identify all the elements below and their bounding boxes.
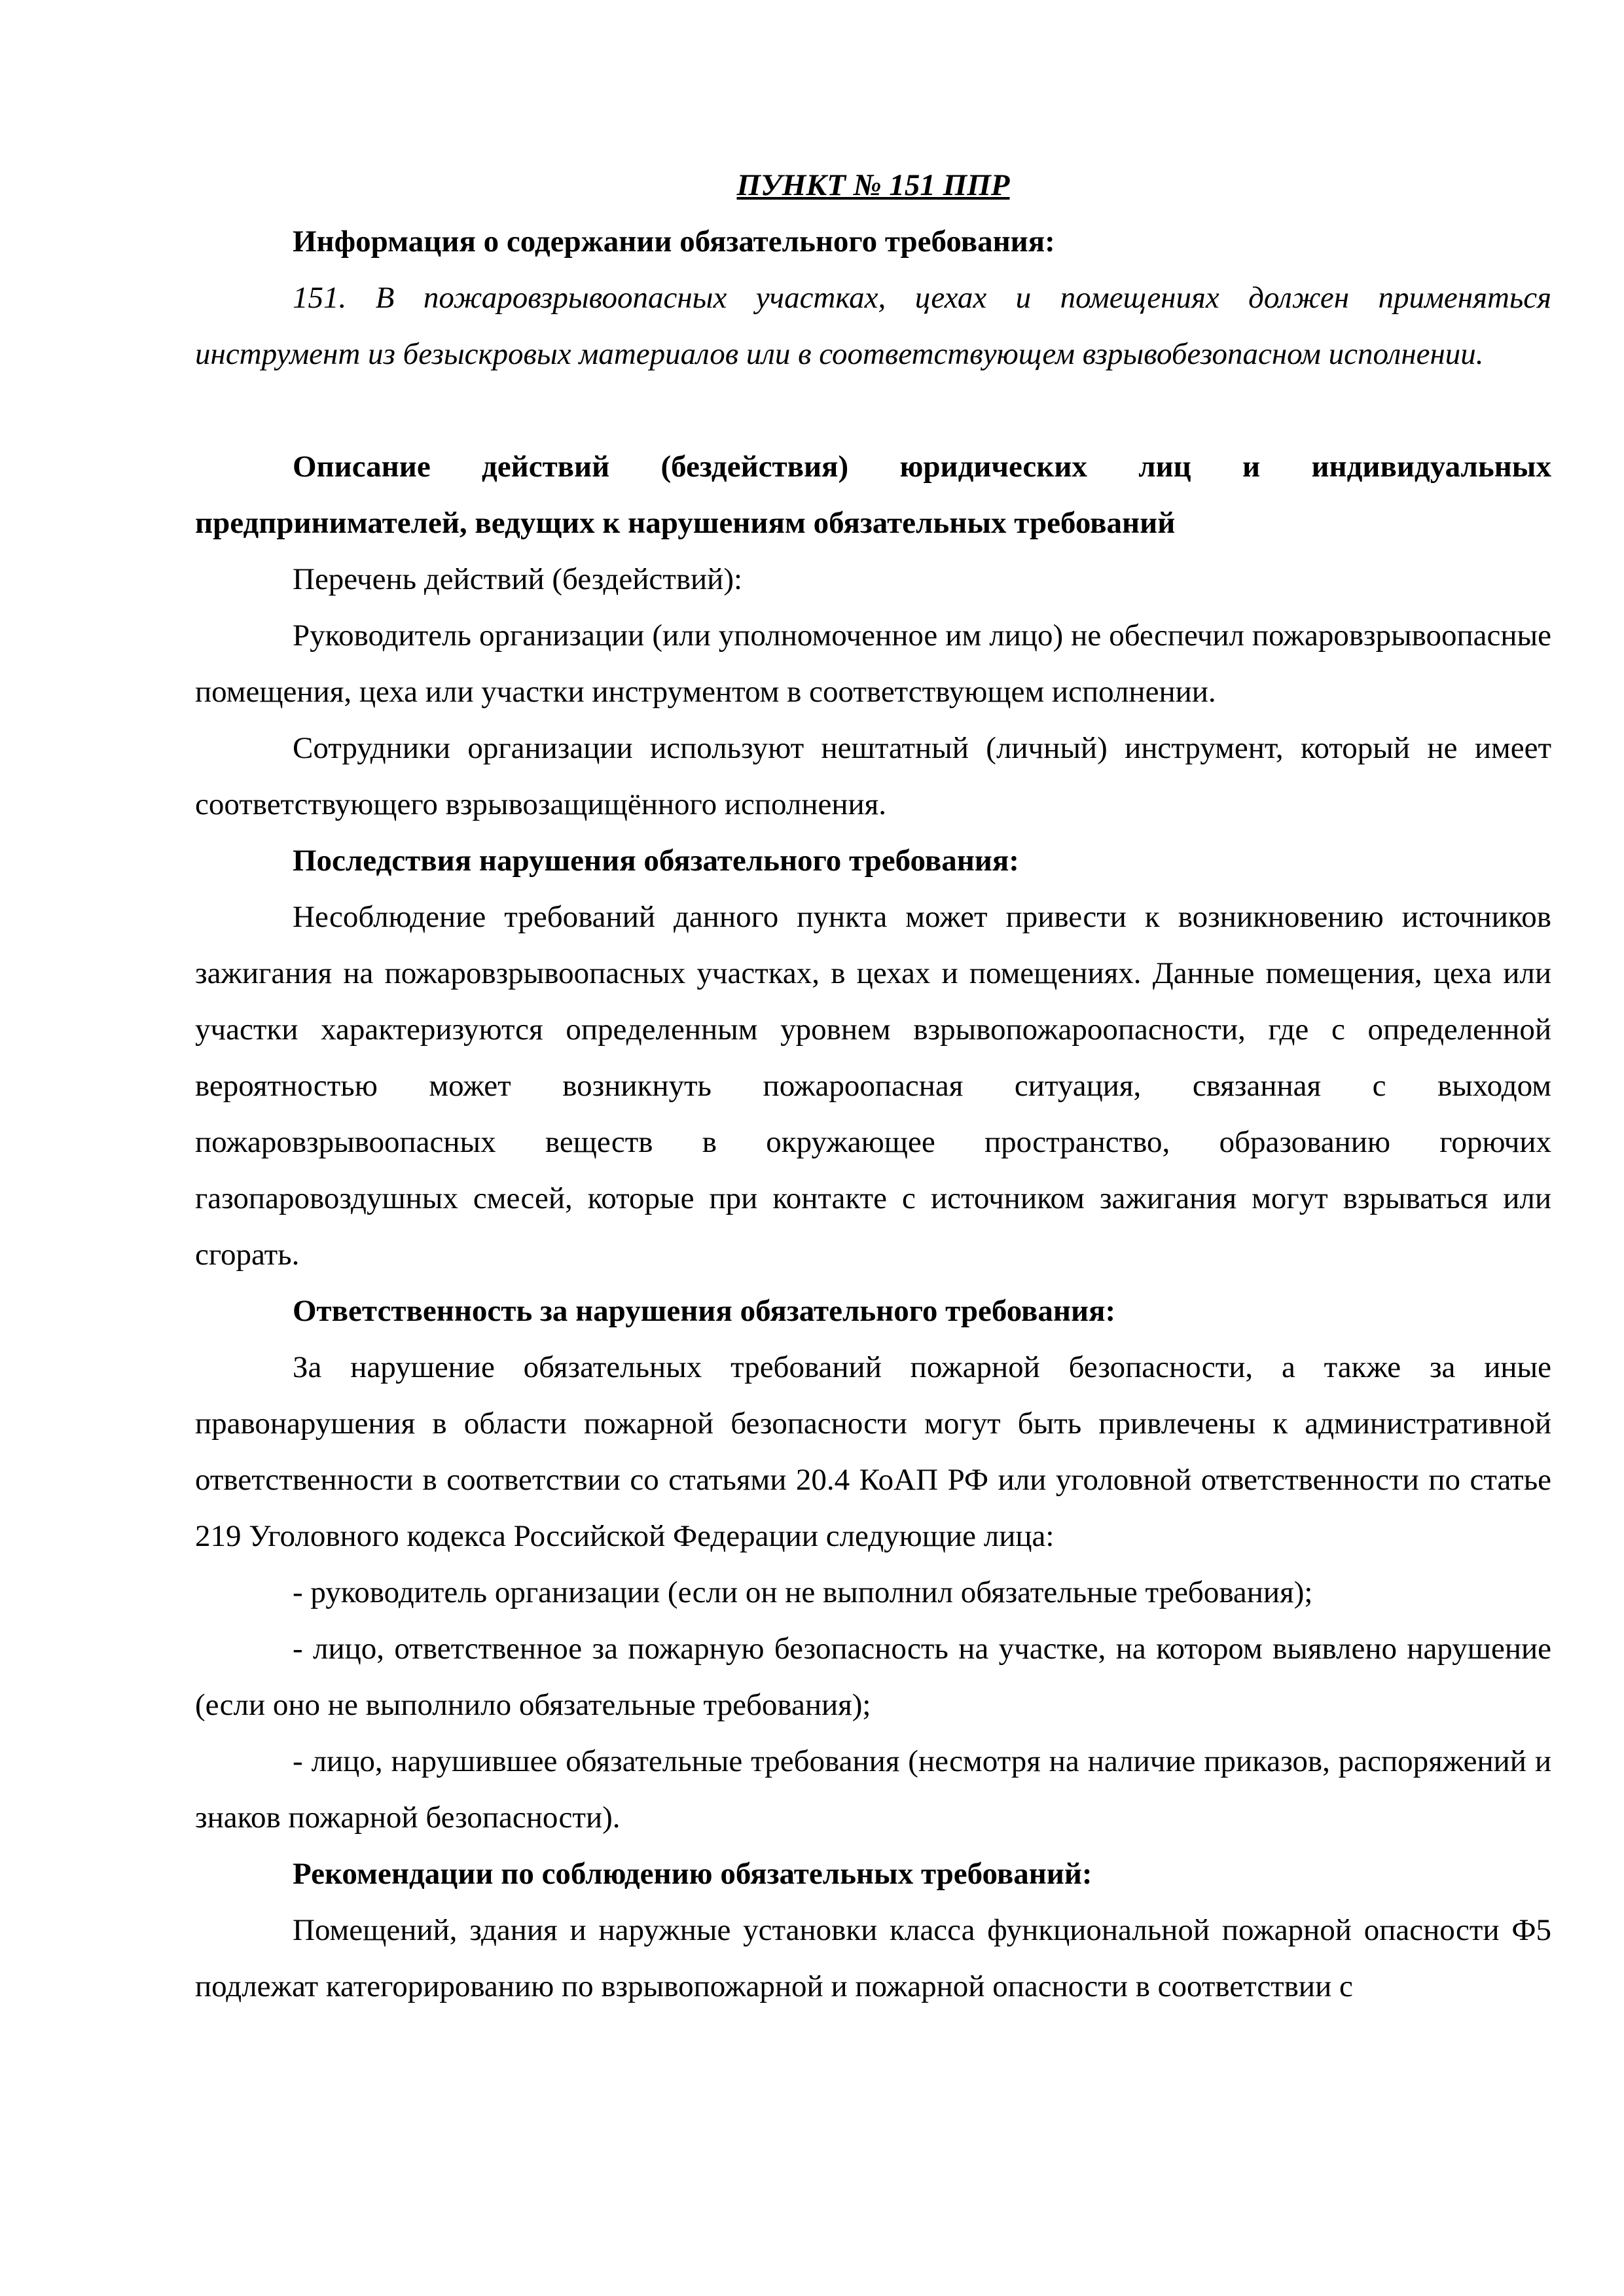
- document-page: [195, 157, 1551, 2015]
- paragraph-gap: [195, 382, 1551, 439]
- recommendations-text: Помещений, здания и наружные установки класса функциональной пожарной опасности Ф5 подлежат категорированию по взрывопожарной и пожарной опасности в соответствии с: [195, 1913, 1551, 2003]
- document-title: ПУНКТ № 151 ППР: [736, 168, 1010, 202]
- responsibility-text: За нарушение обязательных требований пожарной безопасности, а также за иные правонарушения в области пожарной безопасности могут быть привлечены к административной ответственности в соответствии со статьями 20.4 КоАП РФ или уголовной ответственности по статье 219 Уголовного кодекса Российской Федерации следующие лица:: [195, 1350, 1551, 1553]
- info-text: 151. В пожаровзрывоопасных участках, цехах и помещениях должен применяться инструмент из безыскровых материалов или в соответствующем взрывобезопасном исполнении.: [195, 281, 1551, 371]
- responsibility-heading: Ответственность за нарушения обязательного требования:: [293, 1294, 1116, 1328]
- responsible-person-item: - лицо, нарушившее обязательные требования (несмотря на наличие приказов, распоряжений и знаков пожарной безопасности).: [195, 1744, 1551, 1835]
- responsible-person-item: - лицо, ответственное за пожарную безопасность на участке, на котором выявлено нарушение (если оно не выполнило обязательные требования);: [195, 1632, 1551, 1722]
- info-heading: Информация о содержании обязательного требования:: [293, 224, 1055, 259]
- actions-list-label: Перечень действий (бездействий):: [293, 562, 743, 596]
- responsible-person-item: - руководитель организации (если он не выполнил обязательные требования);: [293, 1575, 1313, 1609]
- consequences-heading: Последствия нарушения обязательного требования:: [293, 844, 1019, 878]
- recommendations-heading: Рекомендации по соблюдению обязательных требований:: [293, 1857, 1092, 1891]
- action-item: Руководитель организации (или уполномоченное им лицо) не обеспечил пожаровзрывоопасные помещения, цеха или участки инструментом в соответствующем исполнении.: [195, 619, 1551, 709]
- action-item: Сотрудники организации используют нештатный (личный) инструмент, который не имеет соответствующего взрывозащищённого исполнения.: [195, 731, 1551, 821]
- consequences-text: Несоблюдение требований данного пункта может привести к возникновению источников зажигания на пожаровзрывоопасных участках, в цехах и помещениях. Данные помещения, цеха или участки характеризуются определенным уровнем взрывопожароопасности, где с определенной вероятностью может возникнуть пожароопасная ситуация, связанная с выходом пожаровзрывоопасных веществ в окружающее пространство, образованию горючих газопаровоздушных смесей, которые при контакте с источником зажигания могут взрываться или сгорать.: [195, 900, 1551, 1272]
- actions-heading: Описание действий (бездействия) юридических лиц и индивидуальных предпринимателей, ведущих к нарушениям обязательных требований: [195, 450, 1551, 540]
